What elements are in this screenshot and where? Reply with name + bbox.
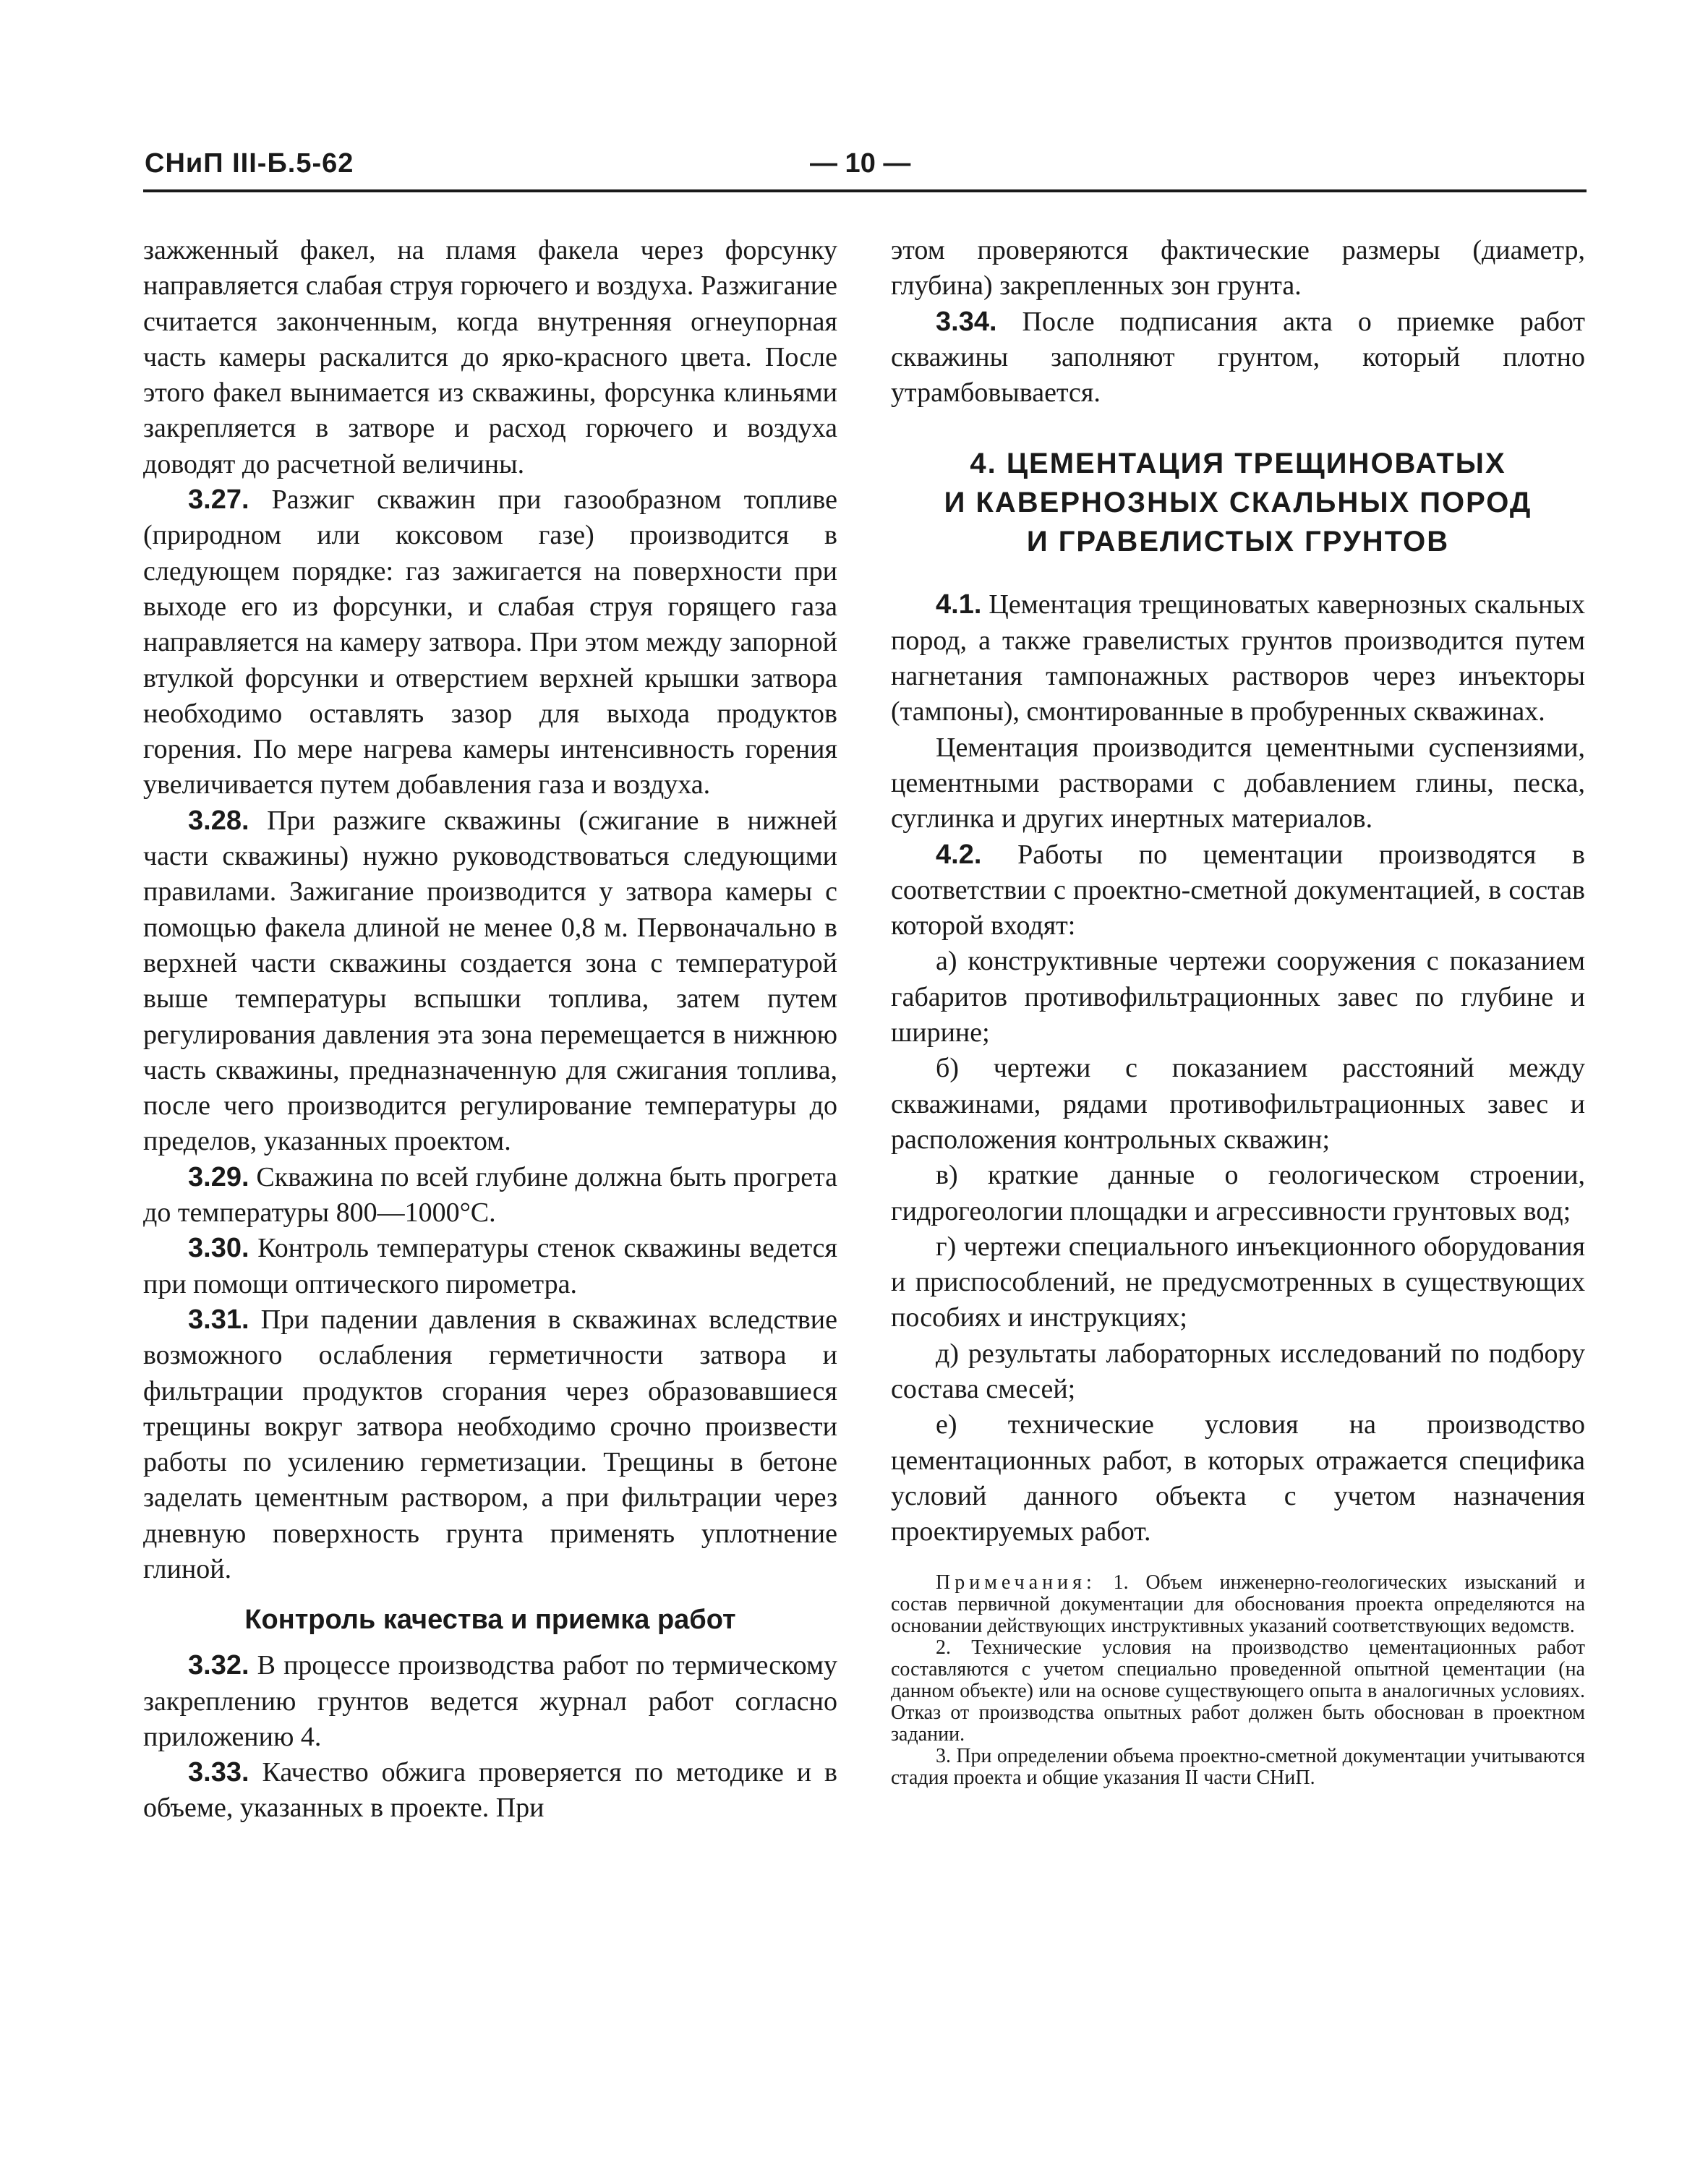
- note-2: 2. Технические условия на производство цементационных работ составляются с учетом специально проведенной опытной цементации (на данном объекте) или на основе существующего опыта в аналогичных условиях. Отказ от производства опытных работ должен быть обоснован в проектном задании.: [891, 1636, 1585, 1746]
- paragraph-number: 4.2.: [936, 839, 982, 870]
- paragraph-4-1: [891, 587, 1585, 730]
- paragraph-number: 4.1.: [936, 589, 982, 620]
- paragraph-number: 3.33.: [188, 1757, 249, 1788]
- paragraph-continued: этом проверяются фактические размеры (диаметр, глубина) закрепленных зон грунта.: [891, 235, 1585, 302]
- paragraph-3-27: [143, 482, 837, 803]
- paragraph-number: 3.32.: [188, 1650, 249, 1681]
- list-item-e: е) технические условия на производство цементационных работ, в которых отражается специфика условий данного объекта с учетом назначения проектируемых работ.: [891, 1409, 1585, 1547]
- notes-block: [891, 1572, 1585, 1789]
- notes-label: Примечания:: [936, 1571, 1096, 1594]
- paragraph-3-28: [143, 803, 837, 1160]
- paragraph-3-31: [143, 1302, 837, 1587]
- paragraph-number: 3.27.: [188, 484, 249, 516]
- list-item-b: б) чертежи с показанием расстояний между скважинами, рядами противофильтрационных завес и расположения контрольных скважин;: [891, 1053, 1585, 1155]
- right-column: [891, 233, 1585, 1789]
- paragraph-3-32: [143, 1648, 837, 1755]
- list-item-d: д) результаты лабораторных исследований по подбору состава смесей;: [891, 1338, 1585, 1405]
- page-number: — 10 —: [810, 148, 911, 179]
- left-column: [143, 233, 837, 1827]
- paragraph-4-2: [891, 837, 1585, 944]
- list-item-v: в) краткие данные о геологическом строении, гидрогеологии площадки и агрессивности грунтовых вод;: [891, 1160, 1585, 1226]
- paragraph-text: Работы по цементации производятся в соответствии с проектно-сметной документацией, в состав которой входят:: [891, 839, 1585, 941]
- paragraph-text: Контроль температуры стенок скважины ведется при помощи оптического пирометра.: [143, 1233, 838, 1299]
- page-header: [145, 148, 1584, 192]
- section-title: [891, 444, 1585, 561]
- note-1: [891, 1572, 1585, 1637]
- paragraph-number: 3.31.: [188, 1304, 249, 1335]
- paragraph-text: Цементация трещиноватых кавернозных скальных пород, а также гравелистых грунтов производится путем нагнетания тампонажных растворов через инъекторы (тампоны), смонтированные в пробуренных скважинах.: [891, 589, 1585, 727]
- paragraph-3-30: [143, 1231, 837, 1302]
- note-3: 3. При определении объема проектно-сметной документации учитываются стадия проекта и общие указания II части СНиП.: [891, 1744, 1585, 1789]
- paragraph-text: Разжиг скважин при газообразном топливе (природном или коксовом газе) производится в следующем порядке: газ зажигается на поверхности при выходе его из форсунки, и слабая струя горящего газа направляется на камеру затвора. При этом между запорной втулкой форсунки и отверстием верхней крышки затвора необходимо оставлять зазор для выхода продуктов горения. По мере нагрева камеры интенсивность горения увеличивается путем добавления газа и воздуха.: [143, 484, 838, 800]
- paragraph-text: При разжиге скважины (сжигание в нижней части скважины) нужно руководствоваться следующими правилами. Зажигание производится у затвора камеры с помощью факела длиной не менее 0,8 м. Первоначально в верхней части скважины создается зона с температурой выше температуры вспышки топлива, затем путем регулирования давления эта зона перемещается в нижнюю часть скважины, предназначенную для сжигания топлива, после чего производится регулирование температуры до пределов, указанных проектом.: [143, 805, 837, 1157]
- subheading-quality-control: Контроль качества и приемка работ: [244, 1605, 736, 1636]
- paragraph-number: 3.30.: [188, 1233, 249, 1264]
- paragraph-text: После подписания акта о приемке работ скважины заполняют грунтом, который плотно утрамбовывается.: [891, 306, 1586, 409]
- list-item-a: а) конструктивные чертежи сооружения с показанием габаритов противофильтрационных завес по глубине и ширине;: [891, 946, 1585, 1049]
- document-code: СНиП III-Б.5-62: [145, 148, 354, 179]
- paragraph-number: 3.29.: [188, 1161, 249, 1192]
- paragraph-3-33: [143, 1755, 837, 1827]
- paragraph-4-1-cementation: Цементация производится цементными суспензиями, цементными растворами с добавлением глины, песка, суглинка и других инертных материалов.: [891, 732, 1585, 834]
- paragraph-number: 3.28.: [188, 805, 249, 836]
- paragraph-text: Скважина по всей глубине должна быть прогрета до температуры 800—1000°С.: [143, 1161, 838, 1229]
- section-title-line: И КАВЕРНОЗНЫХ СКАЛЬНЫХ ПОРОД: [944, 487, 1532, 519]
- header-divider: [143, 189, 1587, 192]
- paragraph-text: Качество обжига проверяется по методике и в объеме, указанных в проекте. При: [143, 1757, 837, 1824]
- paragraph-number: 3.34.: [936, 306, 997, 337]
- paragraph-3-34: [891, 304, 1585, 411]
- paragraph-text: При падении давления в скважинах вследствие возможного ослабления герметичности затвора и фильтрации продуктов сгорания через образовавшиеся трещины вокруг затвора необходимо срочно произвести работы по усилению герметизации. Трещины в бетоне заделать цементным раствором, а при фильтрации через дневную поверхность грунта применять уплотнение глиной.: [143, 1304, 838, 1584]
- section-title-line: И ГРАВЕЛИСТЫХ ГРУНТОВ: [1026, 526, 1450, 558]
- paragraph-3-29: [143, 1160, 837, 1231]
- list-item-g: г) чертежи специального инъекционного оборудования и приспособлений, не предусмотренных в существующих пособиях и инструкциях;: [891, 1231, 1585, 1333]
- paragraph-text: В процессе производства работ по термическому закреплению грунтов ведется журнал работ согласно приложению 4.: [143, 1650, 837, 1752]
- note-text: 1. Объем инженерно-геологических изысканий и состав первичной документации для обоснования проекта определяются на основании действующих инструктивных указаний соответствующих ведомств.: [891, 1571, 1586, 1637]
- paragraph-continued: зажженный факел, на пламя факела через форсунку направляется слабая струя горючего и воздуха. Разжигание считается законченным, когда внутренняя огнеупорная часть камеры раскалится до ярко-красного цвета. После этого факел вынимается из скважины, форсунка клиньями закрепляется в затворе и расход горючего и воздуха доводят до расчетной величины.: [143, 235, 837, 479]
- section-title-line: 4. ЦЕМЕНТАЦИЯ ТРЕЩИНОВАТЫХ: [970, 448, 1506, 480]
